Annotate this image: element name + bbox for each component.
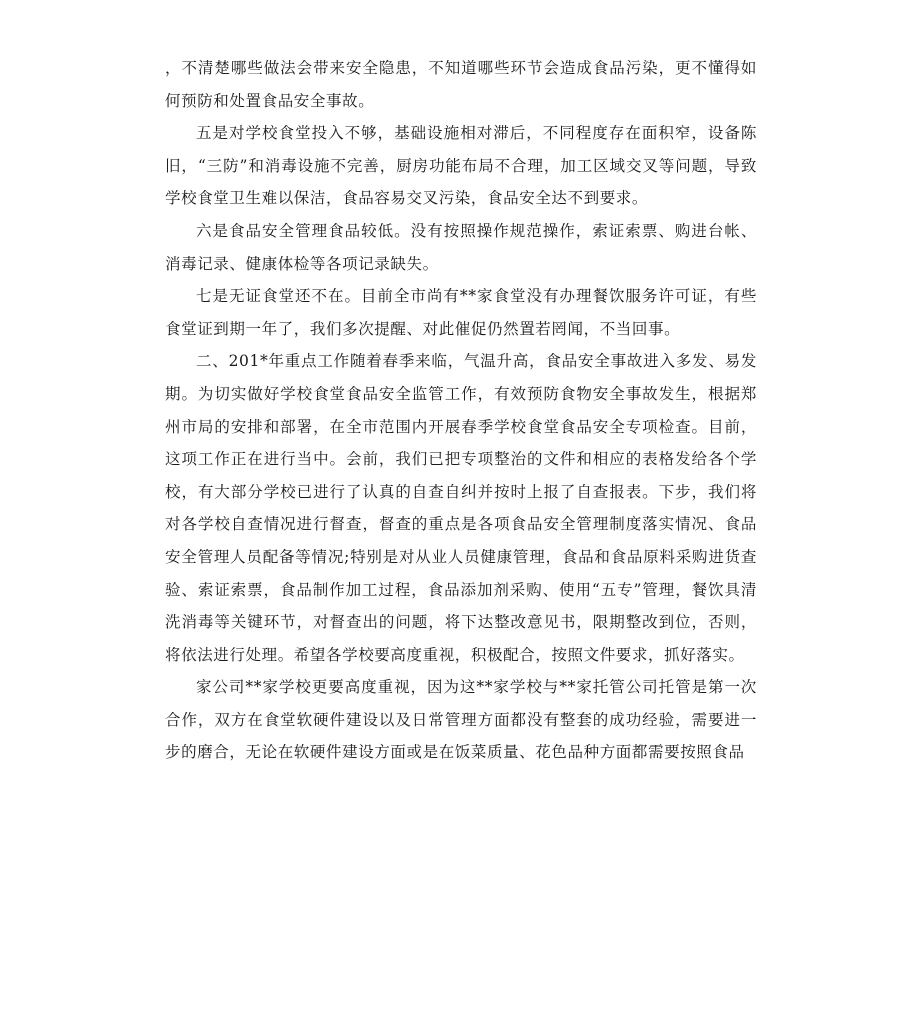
paragraph-continuation: ，不清楚哪些做法会带来安全隐患，不知道哪些环节会造成食品污染，更不懂得如何预防和处置食品安全事故。 xyxy=(165,59,757,110)
paragraph-company-schools: 家公司**家学校更要高度重视，因为这**家学校与**家托管公司托管是第一次合作，双方在食堂软硬件建设以及日常管理方面都没有整套的成功经验，需要进一步的磨合，无论在软硬件建设方面或是在饭菜质量、花色品种方面都需要按照食品 xyxy=(165,678,757,762)
paragraph-item-seven: 七是无证食堂还不在。目前全市尚有**家食堂没有办理餐饮服务许可证，有些食堂证到期一年了，我们多次提醒、对此催促仍然置若罔闻，不当回事。 xyxy=(165,287,757,338)
document-body xyxy=(165,52,757,769)
paragraph-section-two: 二、201*年重点工作随着春季来临，气温升高，食品安全事故进入多发、易发期。为切实做好学校食堂食品安全监管工作，有效预防食物安全事故发生，根据郑州市局的安排和部署，在全市范围内开展春季学校食堂食品安全专项检查。目前，这项工作正在进行当中。会前，我们已把专项整治的文件和相应的表格发给各个学校，有大部分学校已进行了认真的自查自纠并按时上报了自查报表。下步，我们将对各学校自查情况进行督查，督查的重点是各项食品安全管理制度落实情况、食品安全管理人员配备等情况;特别是对从业人员健康管理，食品和食品原料采购进货查验、索证索票，食品制作加工过程，食品添加剂采购、使用“五专”管理，餐饮具清洗消毒等关键环节，对督查出的问题，将下达整改意见书，限期整改到位，否则，将依法进行处理。希望各学校要高度重视，积极配合，按照文件要求，抓好落实。 xyxy=(165,352,757,664)
paragraph-item-five: 五是对学校食堂投入不够，基础设施相对滞后，不同程度存在面积窄，设备陈旧，“三防”和消毒设施不完善，厨房功能布局不合理，加工区域交叉等问题，导致学校食堂卫生难以保洁，食品容易交叉污染，食品安全达不到要求。 xyxy=(165,124,757,208)
paragraph-item-six: 六是食品安全管理食品较低。没有按照操作规范操作，索证索票、购进台帐、消毒记录、健康体检等各项记录缺失。 xyxy=(165,221,757,273)
